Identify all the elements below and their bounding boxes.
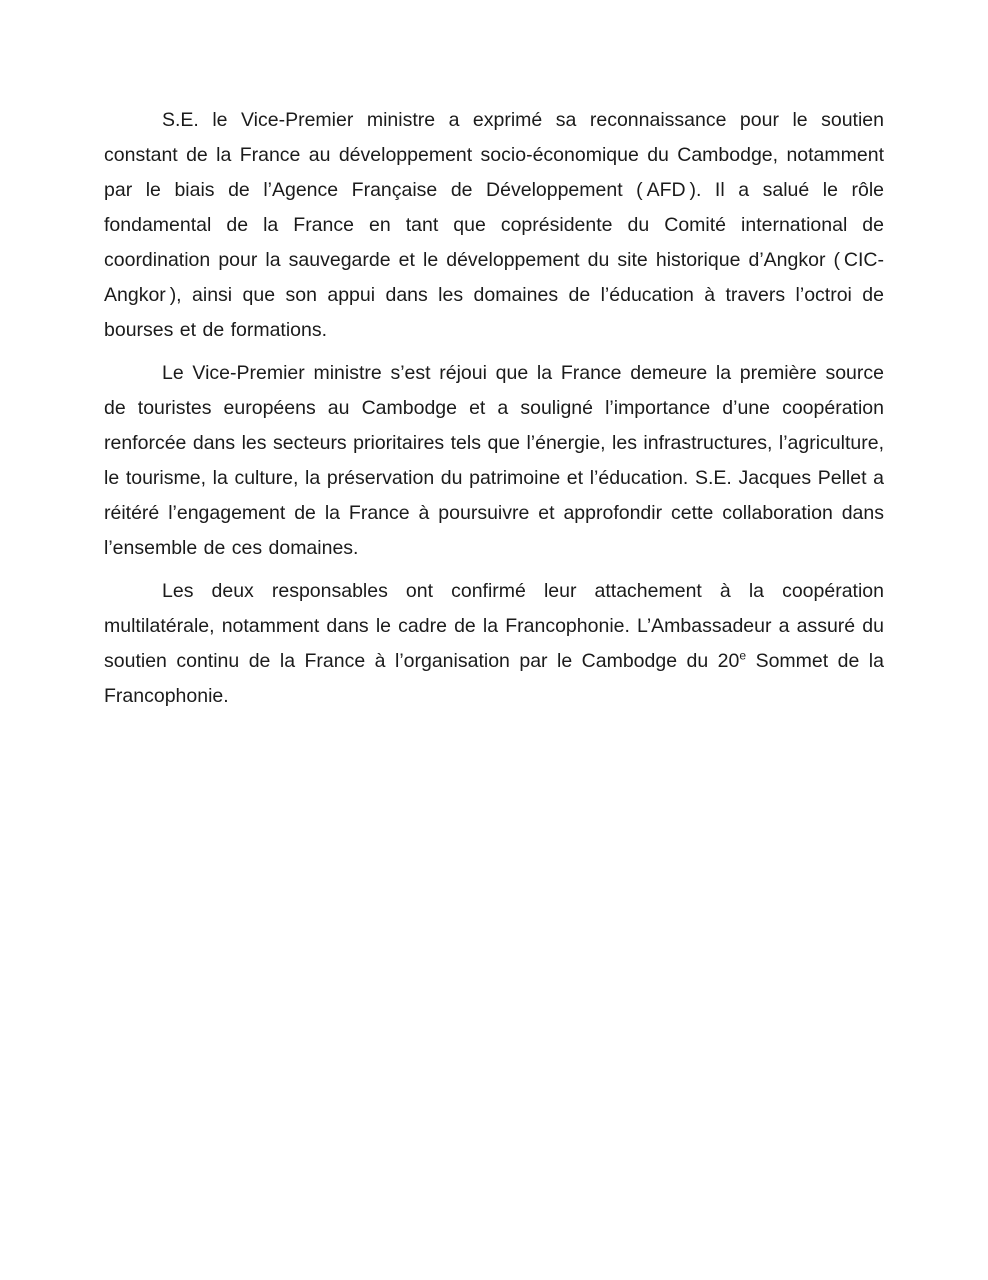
paragraph-1: S.E. le Vice-Premier ministre a exprimé sa reconnaissance pour le soutien constant de la France au développement socio-économique du Cambodge, notamment par le biais de l’Agence Française de Développement ( AFD ). Il a salué le rôle fondamental de la France en tant que coprésidente du Comité international de coordination pour la sauvegarde et le développement du site historique d’Angkor ( CIC-Angkor ), ainsi que son appui dans les domaines de l’éducation à travers l’octroi de bourses et de formations. (104, 109, 884, 341)
paragraph-3 (104, 574, 884, 714)
paragraph-3-text-end: Sommet de la Francophonie. (104, 650, 884, 707)
paragraph-2: Le Vice-Premier ministre s’est réjoui que la France demeure la première source de touristes européens au Cambodge et a souligné l’importance d’une coopération renforcée dans les secteurs prioritaires tels que l’énergie, les infrastructures, l’agriculture, le tourisme, la culture, la préservation du patrimoine et l’éducation. S.E. Jacques Pellet a réitéré l’engagement de la France à poursuivre et approfondir cette collaboration dans l’ensemble de ces domaines. (104, 362, 884, 559)
paragraph-3-text-start: Les deux responsables ont confirmé leur attachement à la coopération multilatérale, notamment dans le cadre de la Francophonie. L’Ambassadeur a assuré du soutien continu de la France à l’organisation par le Cambodge du 20 (104, 580, 884, 672)
ordinal-superscript: e (739, 648, 747, 663)
